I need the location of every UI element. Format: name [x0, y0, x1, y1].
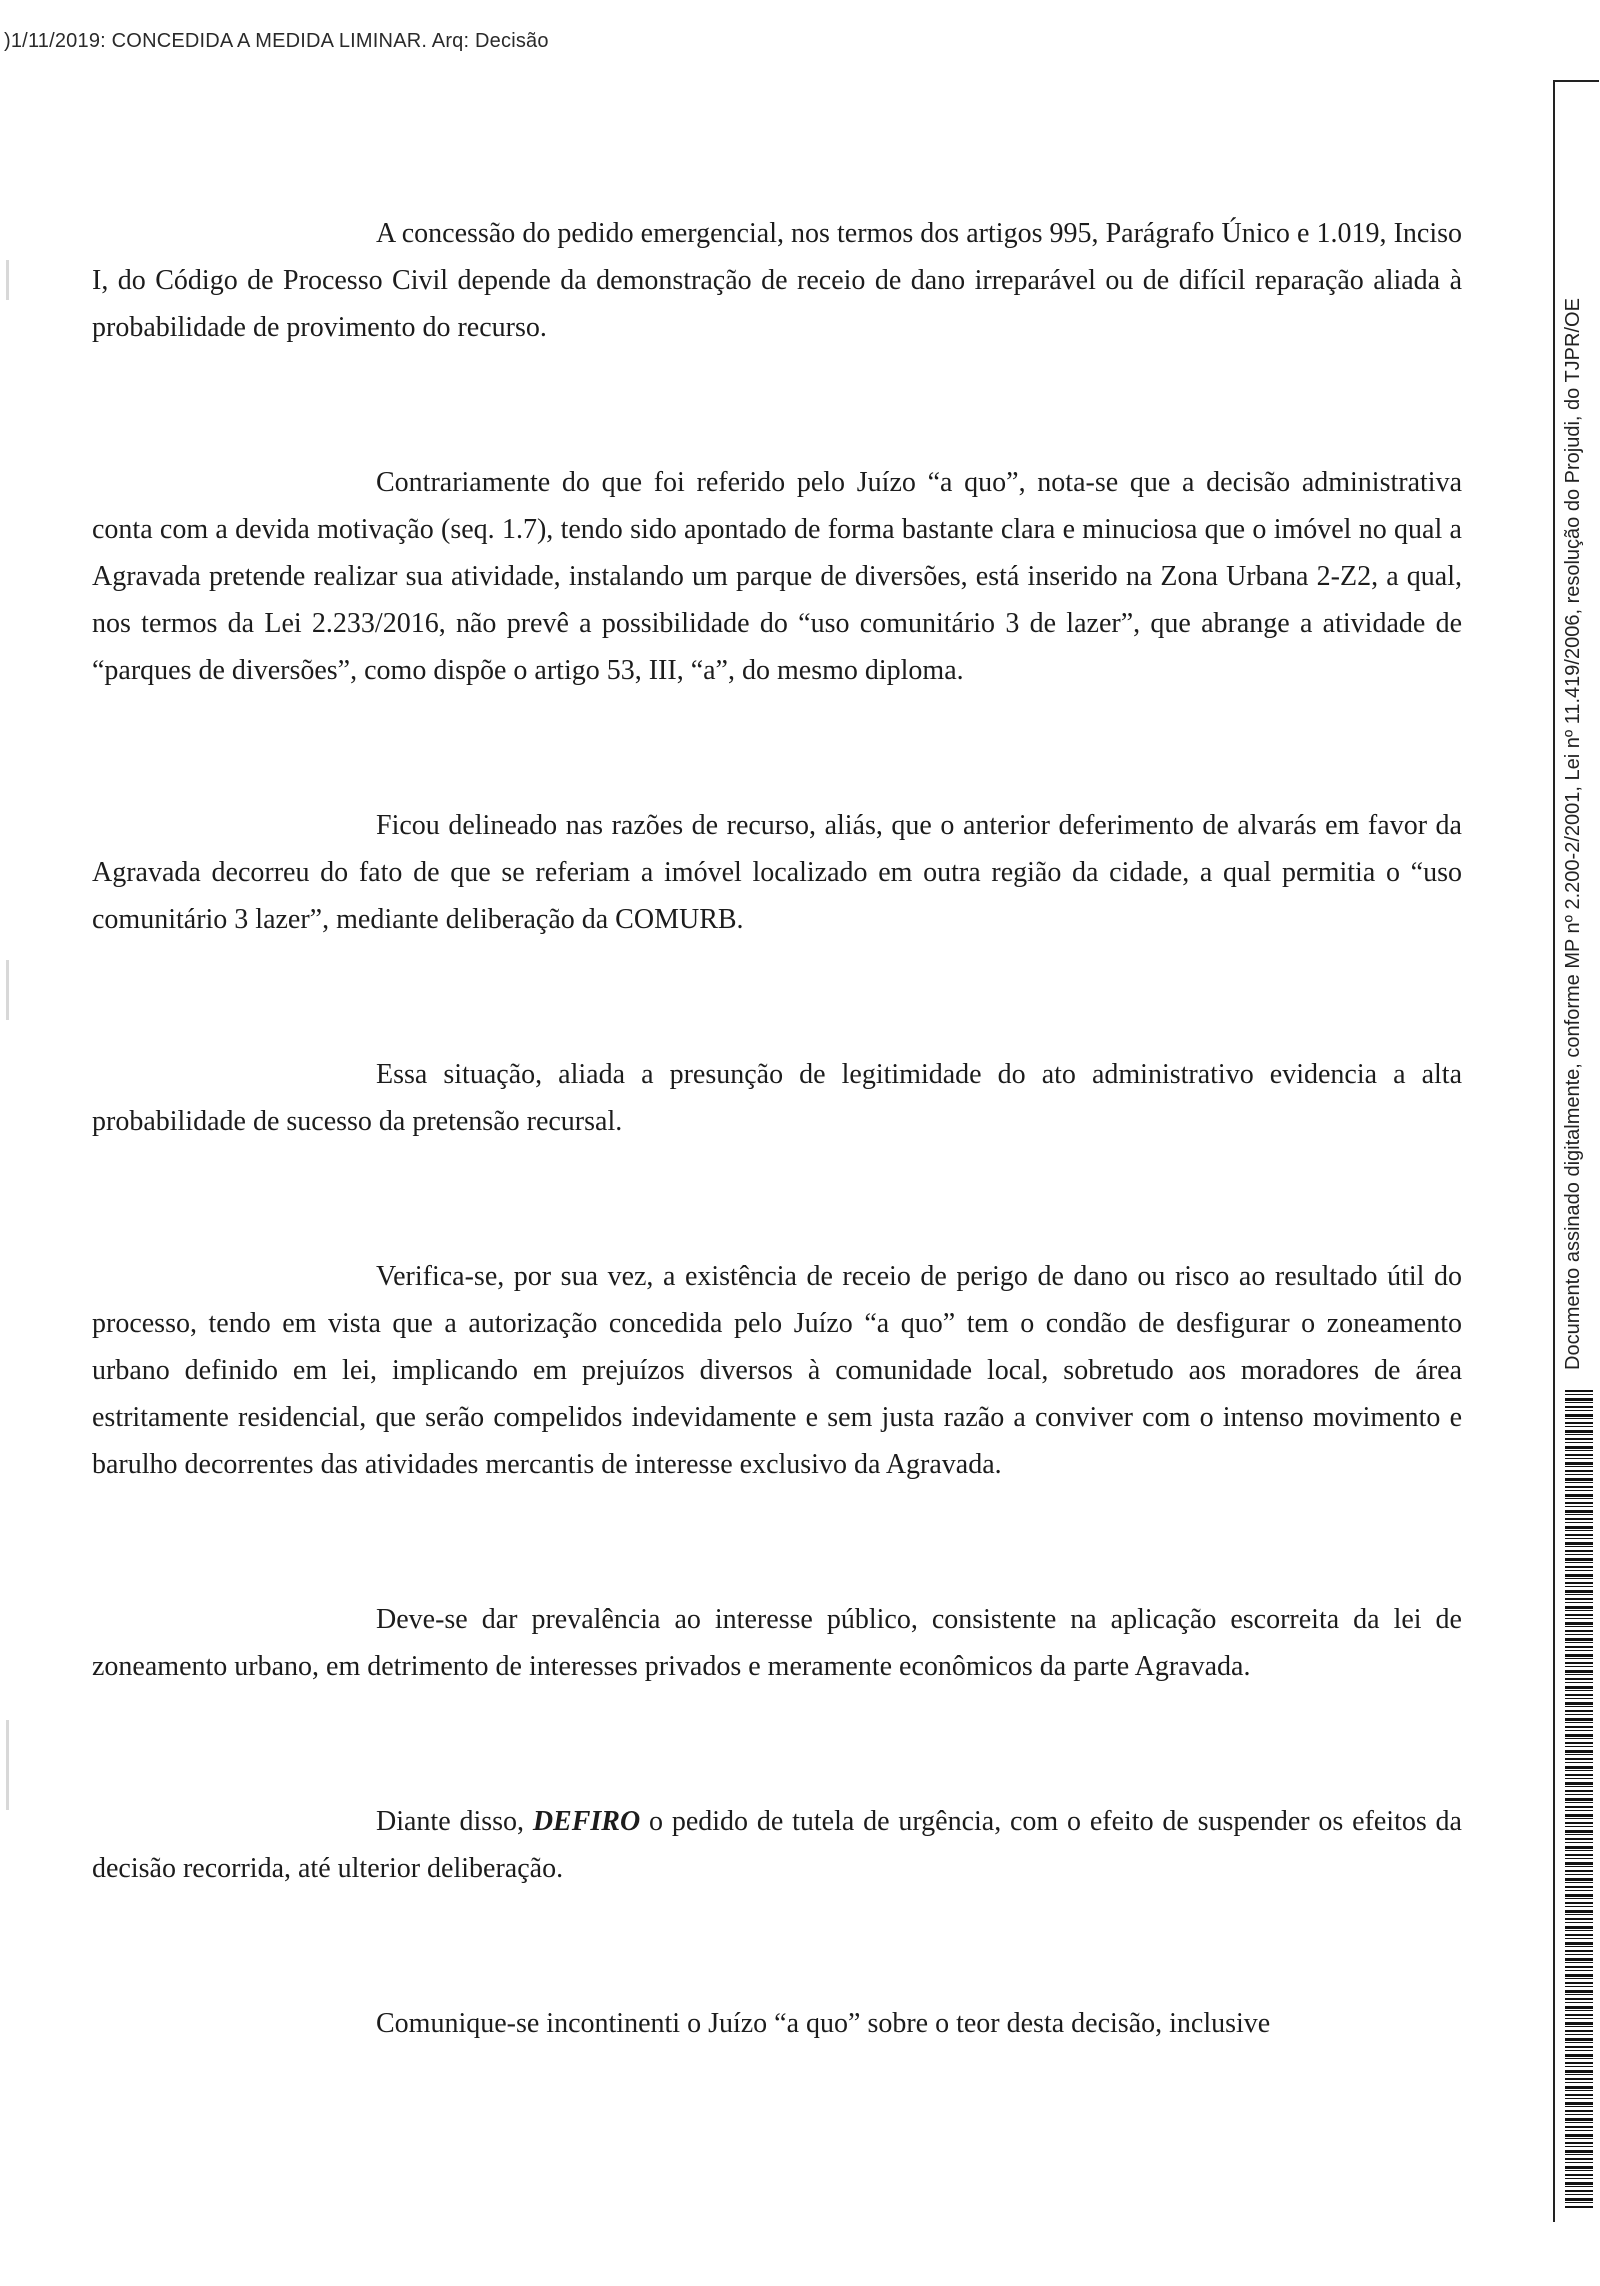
digital-signature-notice: Documento assinado digitalmente, conforme MP nº 2.200-2/2001, Lei nº 11.419/2006, resolução do Projudi, do TJPR/OE: [1562, 298, 1584, 1370]
paragraph-emergency-request: A concessão do pedido emergencial, nos termos dos artigos 995, Parágrafo Único e 1.019, Inciso I, do Código de Processo Civil depende da demonstração de receio de dano irreparável ou de difícil reparação aliada à probabilidade de provimento do recurso.: [92, 218, 1462, 343]
scan-edge-mark: [6, 260, 9, 300]
document-header: )1/11/2019: CONCEDIDA A MEDIDA LIMINAR. Arq: Decisão: [4, 30, 549, 52]
scan-edge-mark: [6, 1720, 9, 1810]
paragraph-public-interest: Deve-se dar prevalência ao interesse público, consistente na aplicação escorreita da lei de zoneamento urbano, em detrimento de interesses privados e meramente econômicos da parte Agravada.: [92, 1604, 1462, 1682]
paragraph-administrative-motivation: Contrariamente do que foi referido pelo Juízo “a quo”, nota-se que a decisão administrativa conta com a devida motivação (seq. 1.7), tendo sido apontado de forma bastante clara e minuciosa que o imóvel no qual a Agravada pretende realizar sua atividade, instalando um parque de diversões, está inserido na Zona Urbana 2-Z2, a qual, nos termos da Lei 2.233/2016, não prevê a possibilidade do “uso comunitário 3 de lazer”, que abrange a atividade de “parques de diversões”, como dispõe o artigo 53, III, “a”, do mesmo diploma.: [92, 467, 1462, 686]
barcode-graphic: [1565, 1390, 1593, 2210]
scan-edge-mark: [6, 960, 9, 1020]
decision-text-after: o pedido de tutela de urgência, com o efeito de suspender os efeitos da decisão recorrida, até ulterior deliberação.: [92, 1806, 1462, 1884]
paragraph-decision: [92, 1798, 1462, 1892]
paragraph-probability-success: Essa situação, aliada a presunção de legitimidade do ato administrativo evidencia a alta probabilidade de sucesso da pretensão recursal.: [92, 1059, 1462, 1137]
decision-verdict: DEFIRO: [532, 1806, 641, 1837]
paragraph-communication: Comunique-se incontinenti o Juízo “a quo” sobre o teor desta decisão, inclusive: [376, 2008, 1271, 2039]
paragraph-risk-of-harm: Verifica-se, por sua vez, a existência de receio de perigo de dano ou risco ao resultado útil do processo, tendo em vista que a autorização concedida pelo Juízo “a quo” tem o condão de desfigurar o zoneamento urbano definido em lei, implicando em prejuízos diversos à comunidade local, sobretudo aos moradores de área estritamente residencial, que serão compelidos indevidamente e sem justa razão a conviver com o intenso movimento e barulho decorrentes das atividades mercantis de interesse exclusivo da Agravada.: [92, 1261, 1462, 1480]
document-body: [92, 210, 1462, 2155]
decision-text-before: Diante disso,: [376, 1806, 533, 1837]
paragraph-permits-history: Ficou delineado nas razões de recurso, aliás, que o anterior deferimento de alvarás em favor da Agravada decorreu do fato de que se referiam a imóvel localizado em outra região da cidade, a qual permitia o “uso comunitário 3 lazer”, mediante deliberação da COMURB.: [92, 810, 1462, 935]
